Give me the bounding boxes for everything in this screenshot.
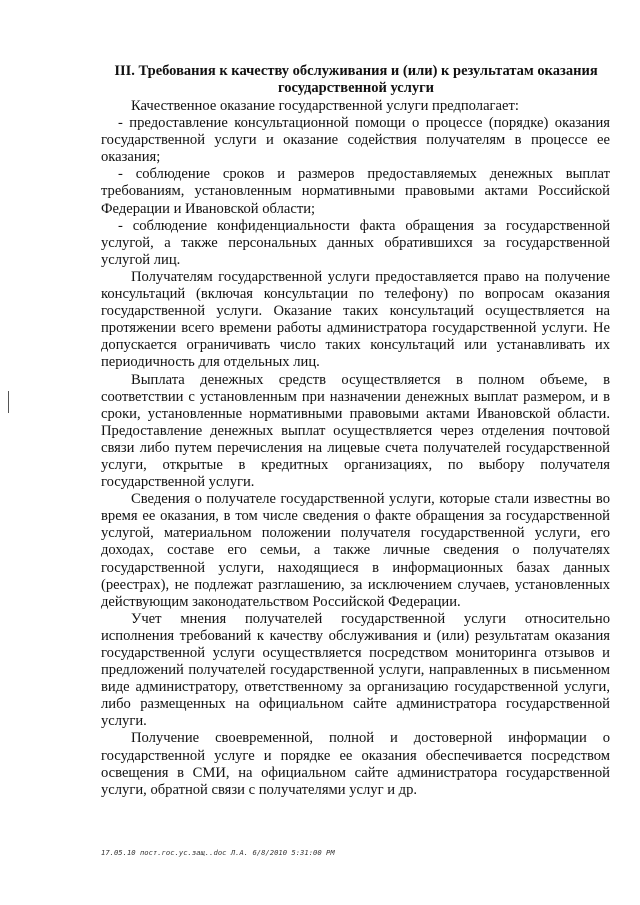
- list-item: - соблюдение сроков и размеров предоставляемых денежных выплат требованиям, установленным нормативными правовыми актами Российской Федерации и Ивановской области;: [101, 166, 610, 217]
- list-item: - предоставление консультационной помощи о процессе (порядке) оказания государственной услуги и оказание содействия получателям в процессе ее оказания;: [101, 115, 610, 166]
- paragraph-consultations: Получателям государственной услуги предоставляется право на получение консультаций (включая консультации по телефону) по вопросам оказания государственной услуги. Оказание таких консультаций осуществляется на протяжении всего времени работы администратора государственной услуги. Не допускается ограничивать число таких консультаций или устанавливать их периодичность для отдельных лиц.: [101, 268, 610, 371]
- section-title: III. Требования к качеству обслуживания и (или) к результатам оказания государственной услуги: [114, 63, 598, 96]
- paragraph-feedback: Учет мнения получателей государственной услуги относительно исполнения требований к качеству обслуживания и (или) результатам оказания государственной услуги осуществляется посредством мониторинга отзывов и предложений получателей государственной услуги, направленных в письменном виде администратору, ответственному за организацию государственной услуги, либо размещенных на официальном сайте администратора государственной услуги.: [101, 610, 610, 730]
- scan-margin-mark: [8, 391, 9, 413]
- list-item: - соблюдение конфиденциальности факта обращения за государственной услугой, а также персональных данных обратившихся за государственной услугой лиц.: [101, 217, 610, 268]
- document-body: [101, 98, 610, 799]
- intro-paragraph: Качественное оказание государственной услуги предполагает:: [131, 98, 519, 114]
- footer-file-info: 17.05.10 пост.гос.ус.защ..doc Л.А. 6/8/2010 5:31:00 PM: [101, 848, 335, 857]
- paragraph-information: Получение своевременной, полной и достоверной информации о государственной услуге и порядке ее оказания обеспечивается посредством освещения в СМИ, на официальном сайте администратора государственной услуги, обратной связи с получателями услуг и др.: [101, 730, 610, 798]
- paragraph-payments: Выплата денежных средств осуществляется в полном объеме, в соответствии с установленным при назначении денежных выплат размером, и в сроки, установленные нормативными правовыми актами Ивановской области. Предоставление денежных выплат осуществляется через отделения почтовой связи либо путем перечисления на лицевые счета получателей государственной услуги, открытые в кредитных организациях, по выбору получателя государственной услуги.: [101, 371, 610, 491]
- paragraph-confidentiality: Сведения о получателе государственной услуги, которые стали известны во время ее оказания, в том числе сведения о факте обращения за государственной услугой, материальном положении получателя государственной услуги, его доходах, составе его семьи, а также личные сведения о получателях государственной услуги, находящиеся в информационных базах данных (реестрах), не подлежат разглашению, за исключением случаев, установленных действующим законодательством Российской Федерации.: [101, 491, 610, 610]
